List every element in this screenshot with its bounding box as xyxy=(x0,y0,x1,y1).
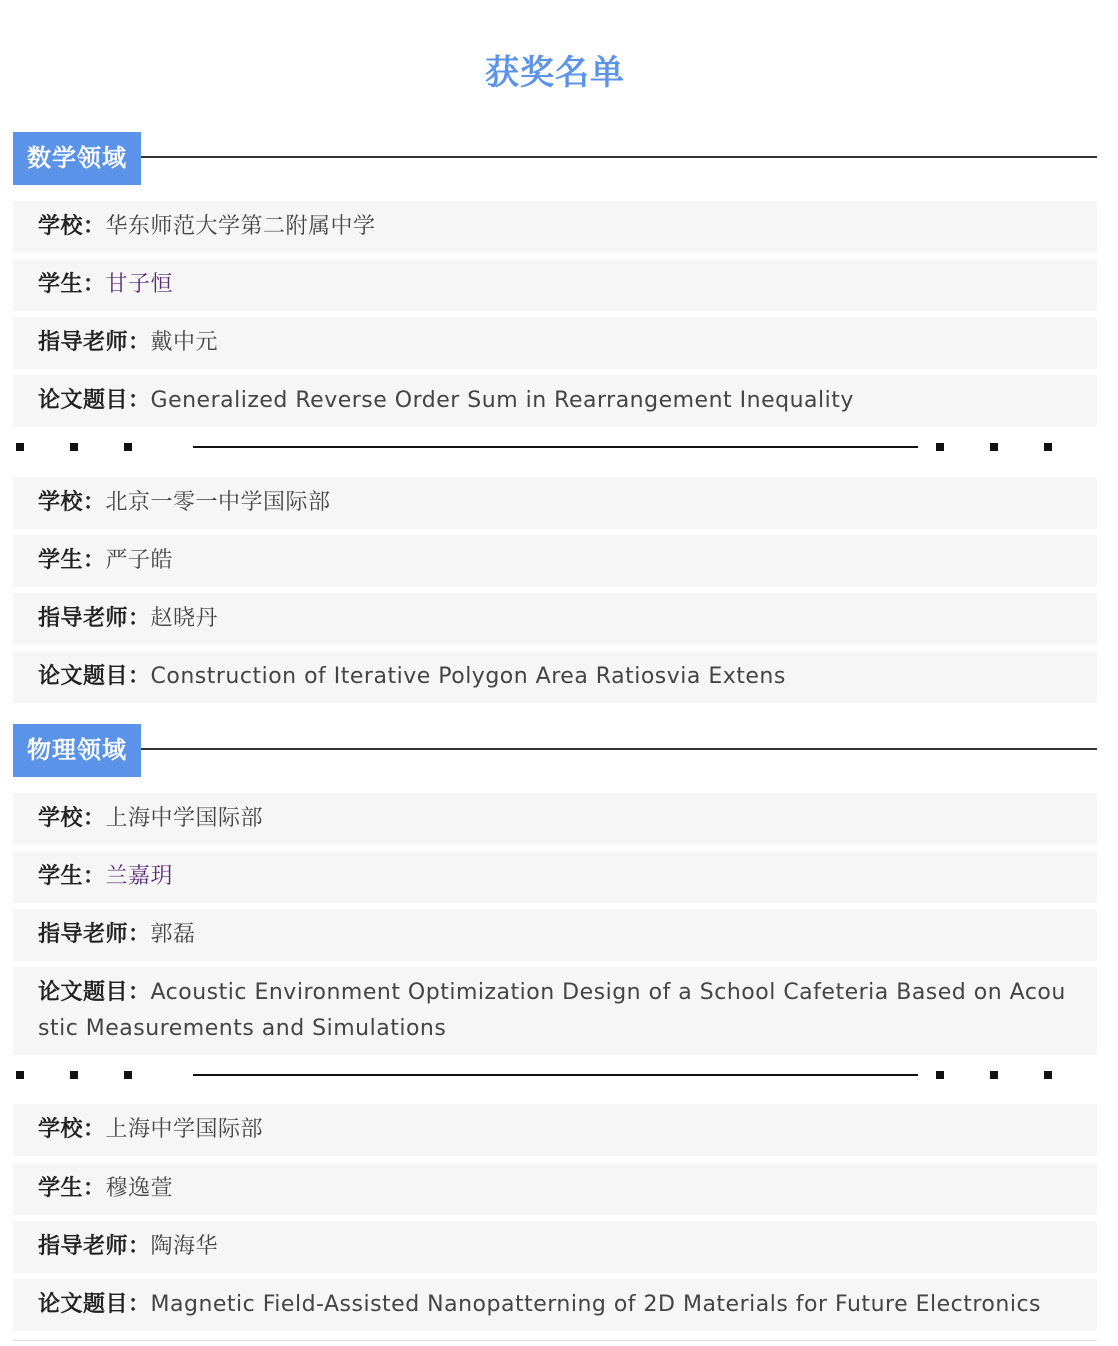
student-value: 兰嘉玥 xyxy=(105,864,174,889)
paper-label: 论文题目： xyxy=(38,980,151,1005)
entry-teacher-row xyxy=(13,909,1097,961)
divider-dot xyxy=(124,443,132,451)
student-label: 学生： xyxy=(38,272,106,297)
entry-student-row xyxy=(13,1163,1097,1215)
teacher-value: 戴中元 xyxy=(150,330,219,355)
section-line xyxy=(141,748,1097,750)
divider-line xyxy=(193,446,918,448)
teacher-label: 指导老师： xyxy=(38,1234,151,1259)
entry-paper-row xyxy=(13,375,1097,427)
school-label: 学校： xyxy=(38,806,106,831)
teacher-label: 指导老师： xyxy=(38,606,151,631)
entry-student-row xyxy=(13,259,1097,311)
entry-teacher-row xyxy=(13,593,1097,645)
section-tag-physics: 物理领域 xyxy=(13,724,141,777)
school-value: 上海中学国际部 xyxy=(105,806,264,831)
entry-school-row xyxy=(13,201,1097,253)
entry-paper-row xyxy=(13,1279,1097,1331)
entry-student-row xyxy=(13,535,1097,587)
section-header-math xyxy=(13,132,1097,185)
entry-teacher-row xyxy=(13,1221,1097,1273)
student-label: 学生： xyxy=(38,1176,106,1201)
divider-dot xyxy=(124,1071,132,1079)
paper-label: 论文题目： xyxy=(38,388,151,413)
student-label: 学生： xyxy=(38,548,106,573)
student-value: 甘子恒 xyxy=(105,272,174,297)
divider-dot xyxy=(70,443,78,451)
entry-divider xyxy=(13,1071,1097,1085)
paper-label: 论文题目： xyxy=(38,1292,151,1317)
paper-label: 论文题目： xyxy=(38,664,151,689)
divider-dot xyxy=(1044,443,1052,451)
section-line xyxy=(141,156,1097,158)
teacher-value: 赵晓丹 xyxy=(150,606,219,631)
teacher-label: 指导老师： xyxy=(38,922,151,947)
section-header-physics xyxy=(13,724,1097,777)
paper-value: Acoustic Environment Optimization Design of a School Cafeteria Based on Acoustic Measurements and Simulations xyxy=(38,980,1066,1041)
divider-dot xyxy=(16,443,24,451)
student-label: 学生： xyxy=(38,864,106,889)
entry-student-row xyxy=(13,851,1097,903)
divider-line xyxy=(193,1074,918,1076)
entry-school-row xyxy=(13,1104,1097,1156)
teacher-label: 指导老师： xyxy=(38,330,151,355)
school-label: 学校： xyxy=(38,214,106,239)
student-value: 穆逸萱 xyxy=(105,1176,174,1201)
divider-dot xyxy=(936,1071,944,1079)
divider-dot xyxy=(936,443,944,451)
teacher-value: 郭磊 xyxy=(150,922,196,947)
divider-dot xyxy=(1044,1071,1052,1079)
entry-teacher-row xyxy=(13,317,1097,369)
school-label: 学校： xyxy=(38,490,106,515)
divider-dot xyxy=(990,1071,998,1079)
school-value: 北京一零一中学国际部 xyxy=(105,490,331,515)
paper-value: Magnetic Field-Assisted Nanopatterning of 2D Materials for Future Electronics xyxy=(150,1292,1041,1317)
teacher-value: 陶海华 xyxy=(150,1234,219,1259)
entry-paper-row xyxy=(13,967,1097,1055)
entry-school-row xyxy=(13,477,1097,529)
paper-value: Construction of Iterative Polygon Area Ratiosvia Extens xyxy=(150,664,786,689)
page-title: 获奖名单 xyxy=(485,53,625,93)
student-value: 严子皓 xyxy=(105,548,174,573)
school-value: 华东师范大学第二附属中学 xyxy=(105,214,376,239)
entry-school-row xyxy=(13,793,1097,845)
divider-dot xyxy=(990,443,998,451)
divider-dot xyxy=(70,1071,78,1079)
entry-paper-row xyxy=(13,651,1097,703)
entry-divider xyxy=(13,443,1097,457)
paper-value: Generalized Reverse Order Sum in Rearrangement Inequality xyxy=(150,388,854,413)
school-value: 上海中学国际部 xyxy=(105,1117,264,1142)
school-label: 学校： xyxy=(38,1117,106,1142)
section-tag-math: 数学领域 xyxy=(13,132,141,185)
bottom-divider xyxy=(13,1340,1097,1341)
divider-dot xyxy=(16,1071,24,1079)
